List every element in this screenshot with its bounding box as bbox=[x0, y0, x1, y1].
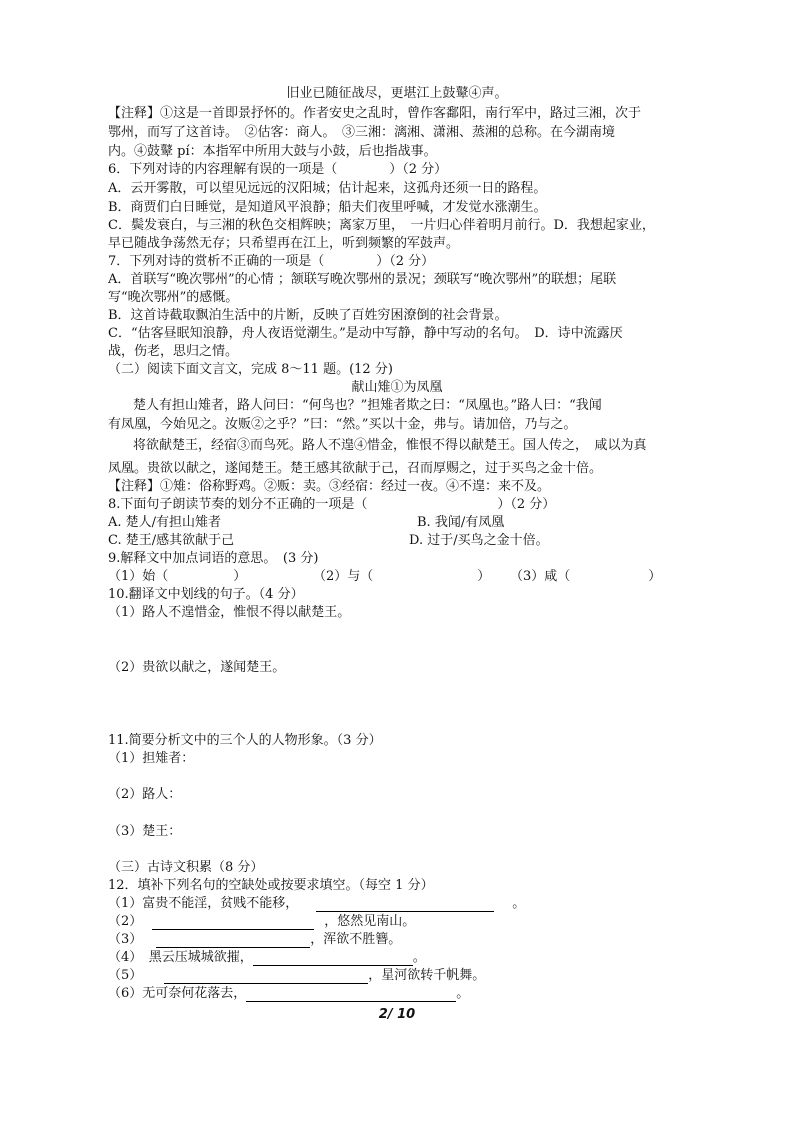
fill-4-prefix: （4） 黑云压城城欲摧， bbox=[108, 950, 253, 965]
question-9-stem: 9.解释文中加点词语的意思。 (3 分) bbox=[108, 551, 319, 566]
fill-3-prefix: （3） bbox=[108, 932, 143, 947]
question-9-item-2: （2）与（ ） bbox=[313, 569, 491, 584]
poem-note-line-2: 鄂州，而写了这首诗。 ②估客：商人。 ③三湘：漓湘、潇湘、蒸湘的总称。在今湖南境 bbox=[108, 125, 616, 140]
question-10-item-2: （2）贵欲以献之，遂闻楚王。 bbox=[108, 660, 286, 675]
fill-6-prefix: （6）无可奈何花落去， bbox=[108, 986, 247, 1001]
fill-blank-5[interactable] bbox=[164, 969, 368, 984]
question-8-option-a: A. 楚人/有担山雉者 bbox=[108, 515, 222, 530]
question-12-item-2 bbox=[108, 914, 415, 930]
question-10-stem: 10.翻译文中划线的句子。（4 分） bbox=[108, 587, 304, 602]
passage-para-2-line-2: 凤凰。贵欲以献之，遂闻楚王。楚王感其欲献于己，召而厚赐之，过于买鸟之金十倍。 bbox=[108, 461, 603, 476]
question-8-option-b: B. 我闻/有凤凰 bbox=[417, 515, 505, 530]
fill-blank-1[interactable] bbox=[316, 897, 494, 912]
page-number: 2/ 10 bbox=[378, 1007, 416, 1022]
question-12-item-6 bbox=[108, 986, 469, 1002]
fill-1-suffix: 。 bbox=[512, 896, 526, 911]
poem-note-line-3: 内。④鼓鼙 pí：本指军中所用大鼓与小鼓，后也指战事。 bbox=[108, 144, 437, 159]
question-11-item-3: （3）楚王： bbox=[108, 824, 182, 839]
question-12-item-4 bbox=[108, 950, 426, 966]
passage-para-1-line-1: 楚人有担山雉者，路人问曰：“何鸟也？”担雉者欺之曰：“凤凰也。”路人曰：“我闻 bbox=[133, 398, 602, 413]
fill-1-prefix: （1）富贵不能淫，贫贱不能移， bbox=[108, 896, 299, 911]
question-9-item-3: （3）咸（ ） bbox=[510, 569, 662, 584]
poem-note-line-1: 【注释】①这是一首即景抒怀的。作者安史之乱时，曾作客鄱阳，南行军中，路过三湘，次于 bbox=[108, 106, 642, 121]
fill-blank-6[interactable] bbox=[246, 987, 456, 1002]
question-12-stem: 12．填补下列名句的空缺处或按要求填空。（每空 1 分） bbox=[108, 878, 434, 893]
question-12-item-5 bbox=[108, 968, 485, 984]
fill-6-suffix: 。 bbox=[456, 986, 470, 1001]
question-6-option-d: 早已随战争荡然无存；只希望再在江上，听到频繁的军鼓声。 bbox=[108, 236, 460, 251]
question-11-stem: 11.简要分析文中的三个人的人物形象。（3 分） bbox=[108, 733, 382, 748]
fill-2-suffix: ，悠然见南山。 bbox=[324, 914, 416, 929]
question-7-option-d: 战，伤老，思归之情。 bbox=[108, 344, 239, 359]
question-8-option-c: C. 楚王/感其欲献于己 bbox=[108, 533, 235, 548]
question-7-option-b: B．这首诗截取飘泊生活中的片断，反映了百姓穷困潦倒的社会背景。 bbox=[108, 308, 508, 323]
question-7-option-a: A．首联写“晚次鄂州”的心情 ；颔联写晚次鄂州的景况；颈联写“晚次鄂州”的联想；尾联 bbox=[108, 272, 617, 287]
fill-2-prefix: （2） bbox=[108, 914, 143, 929]
fill-5-suffix: ，星河欲转千帆舞。 bbox=[368, 968, 486, 983]
section-2-heading: （二）阅读下面文言文，完成 8～11 题。(12 分) bbox=[108, 362, 393, 377]
passage-para-1-line-2: 有凤凰，今始见之。汝贩②之乎？”曰：“然。”买以十金，弗与。请加倍，乃与之。 bbox=[108, 417, 577, 432]
question-6-option-a: A．云开雾散，可以望见远远的汉阳城；估计起来，这孤舟还须一日的路程。 bbox=[108, 181, 547, 196]
question-10-item-1: （1）路人不遑惜金，惟恨不得以献楚王。 bbox=[108, 605, 351, 620]
question-9-item-1: （1）始（ ） bbox=[108, 569, 247, 584]
poem-last-line: 旧业已随征战尽，更堪江上鼓鼙④声。 bbox=[286, 86, 508, 101]
question-6-stem: 6．下列对诗的内容理解有误的一项是（ ）（2 分） bbox=[108, 162, 448, 177]
question-12-item-1 bbox=[108, 896, 525, 912]
section-3-heading: （三）古诗文积累（8 分） bbox=[108, 860, 264, 875]
question-11-item-2: （2）路人： bbox=[108, 787, 182, 802]
question-7-option-c: C．“估客昼眠知浪静，舟人夜语觉潮生。”是动中写静，静中写动的名句。 D．诗中流露厌 bbox=[108, 326, 623, 341]
fill-3-suffix: ，浑欲不胜簪。 bbox=[310, 932, 402, 947]
fill-blank-2[interactable] bbox=[152, 915, 314, 930]
fill-4-suffix: 。 bbox=[412, 950, 426, 965]
question-8-option-d: D. 过于/买鸟之金十倍。 bbox=[409, 533, 549, 548]
passage-note: 【注释】①雉：俗称野鸡。②贩：卖。③经宿：经过一夜。④不遑：来不及。 bbox=[108, 479, 551, 494]
question-7-option-a-cont: 写“晚次鄂州”的感慨。 bbox=[108, 290, 239, 305]
question-12-item-3 bbox=[108, 932, 401, 948]
fill-5-prefix: （5） bbox=[108, 968, 143, 983]
question-11-item-1: （1）担雉者： bbox=[108, 751, 195, 766]
passage-title: 献山雉①为凤凰 bbox=[351, 380, 443, 395]
question-6-option-c: C．鬓发衰白，与三湘的秋色交相辉映；离家万里， 一片归心伴着明月前行。D．我想起家业， bbox=[108, 218, 655, 233]
question-8-stem: 8.下面句子朗读节奏的划分不正确的一项是（ ）（2 分） bbox=[108, 497, 556, 512]
question-7-stem: 7．下列对诗的赏析不正确的一项是（ ）（2 分） bbox=[108, 254, 435, 269]
fill-blank-3[interactable] bbox=[156, 933, 310, 948]
fill-blank-4[interactable] bbox=[253, 951, 413, 966]
question-6-option-b: B．商贾们白日睡觉，是知道风平浪静；船夫们夜里呼喊，才发觉水涨潮生。 bbox=[108, 200, 547, 215]
passage-para-2-line-1: 将欲献楚王，经宿③而鸟死。路人不遑④惜金，惟恨不得以献楚王。国人传之， 咸以为真 bbox=[133, 438, 647, 453]
